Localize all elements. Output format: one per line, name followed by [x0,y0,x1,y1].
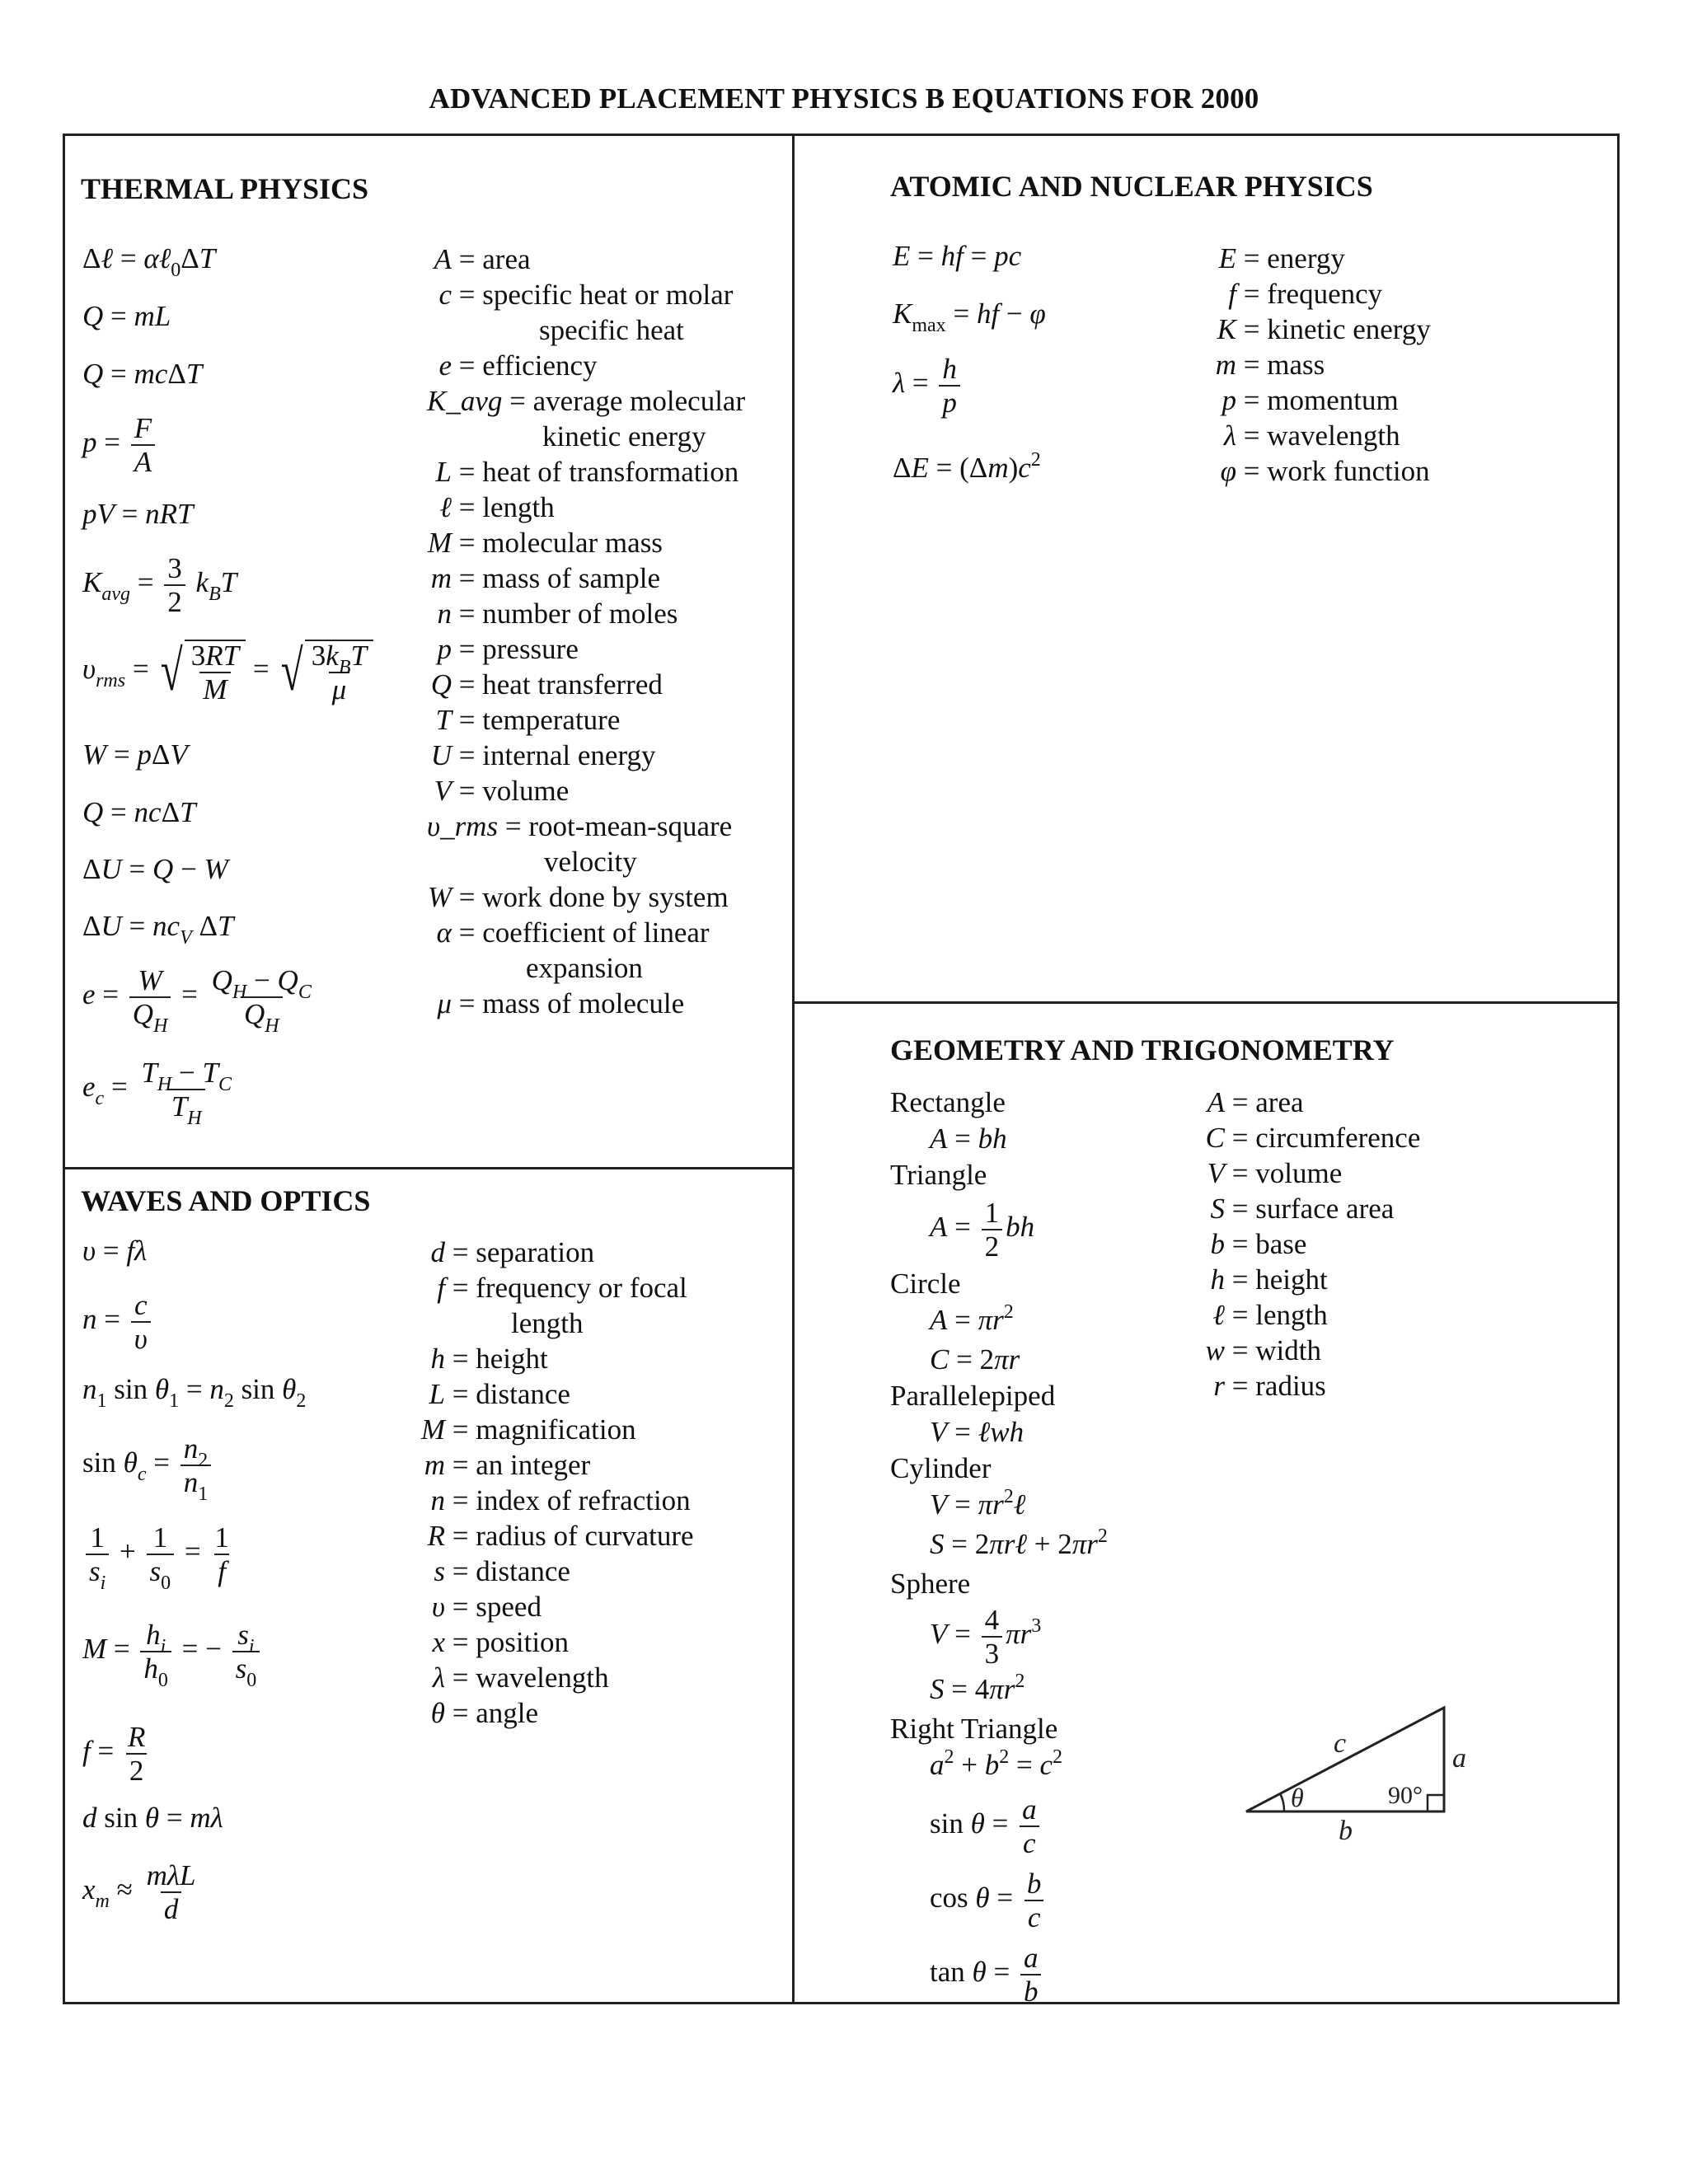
def-distance-l: L = distance [429,1378,570,1410]
formula-sine: sin θ = $\frac{a}{c}$ [890,1787,1108,1858]
def-speed: υ = speed [431,1591,542,1623]
def-radius-curvature: R = radius of curvature [427,1520,694,1552]
formula-triangle-area: A = $\frac{1}{2}$ bh [930,1197,1035,1263]
eq-focal-length: f = $\frac{R}{2}$ [82,1722,152,1785]
eq-ideal-gas: pV = nRT [82,498,194,530]
waves-definitions [420,1235,694,1731]
eq-critical-angle: $\sin \theta_c$ = $\frac{n_2}{n_1}$ [82,1434,214,1497]
def-separation: d = separation [430,1236,595,1268]
geometry-heading: GEOMETRY AND TRIGONOMETRY [890,1033,1395,1066]
def-heat-transferred: Q = heat transferred [430,668,663,701]
def-k-avg: K_avg = average molecular kinetic energy [427,385,746,452]
label-theta: θ [1291,1783,1304,1812]
geometry-formulas [890,1085,1108,2006]
label-opposite: a [1452,1743,1466,1774]
formula-circle-area: $A = \pi r^2$ [930,1301,1014,1336]
shape-triangle: Triangle [890,1159,987,1191]
atomic-heading: ATOMIC AND NUCLEAR PHYSICS [890,170,1373,203]
def-mass: m = mass [1215,349,1325,381]
def-length: ℓ = length [439,491,555,523]
def-efficiency: e = efficiency [438,349,598,382]
eq-efficiency: e = $\frac{W}{Q_H}$ = $\frac{Q_H - Q_C}{Q_H}$ [82,964,312,1037]
eq-carnot-efficiency: $e_c$ = $\frac{T_H - T_C}{T_H}$ [82,1057,232,1129]
def-distance-s: s = distance [434,1555,570,1587]
def-temperature: T = temperature [435,704,621,736]
eq-magnification: M = $\frac{h_i}{h_0}$ = − $\frac{s_i}{s_0}$ [82,1620,263,1683]
def-kinetic-energy: K = kinetic energy [1217,313,1431,345]
def-base: b = base [1210,1228,1307,1260]
def-wavelength: λ = wavelength [1223,419,1400,452]
shape-cylinder: Cylinder [890,1452,992,1484]
eq-mass-energy: $\Delta E = (\Delta m)c^2$ [893,449,1041,484]
def-height: h = height [430,1343,548,1375]
vertical-divider [792,134,795,2004]
formula-parallelepiped-volume: V = ℓwh [930,1416,1025,1448]
def-heat-transformation: L = heat of transformation [435,456,739,488]
eq-double-slit: d sin θ = mλ [82,1802,223,1834]
def-magnification: M = magnification [420,1413,636,1446]
def-index-refraction: n = index of refraction [430,1484,691,1516]
def-mass-of-sample: m = mass of sample [430,562,661,594]
def-integer: m = an integer [424,1449,591,1481]
eq-thin-lens: $\frac{1}{s_i}$ + $\frac{1}{s_0}$ = $\frac{1}{f}$ [82,1523,236,1586]
def-coefficient-expansion: α = coefficient of linear expansion [436,916,710,984]
def-frequency: f = frequency [1228,278,1383,310]
def-momentum: p = momentum [1221,384,1399,416]
def-rms-speed: υ_rms = root-mean-square velocity [427,810,733,878]
label-right-angle: 90° [1388,1782,1423,1809]
right-horizontal-divider [793,1001,1620,1004]
left-horizontal-divider [63,1167,794,1169]
def-energy: E = energy [1218,242,1345,274]
eq-work: W = pΔV [82,738,188,771]
def-surface-area: S = surface area [1210,1193,1395,1225]
eq-rms-speed: $\upsilon_{rms}$ = √ $\frac{3RT}{M}$ = √ $\frac{3k_BT}{\mu}$ [82,640,373,704]
def-work-done: W = work done by system [427,881,729,913]
eq-pressure: p = $\frac{F}{A}$ [82,414,158,476]
eq-snells-law: $n_1$ $\sin \theta_1 = n_2$ $\sin \theta_2$ [82,1373,307,1412]
def-geo-volume: V = volume [1207,1157,1343,1189]
angle-arc [1280,1793,1284,1811]
shape-sphere: Sphere [890,1568,971,1600]
def-radius: r = radius [1213,1370,1326,1402]
def-circumference: C = circumference [1205,1122,1421,1154]
formula-circumference: C = 2πr [930,1343,1020,1376]
formula-sphere-volume: V = $\frac{4}{3}$ $\pi r^3$ [930,1604,1042,1670]
eq-internal-energy: $\Delta U = nc_V$ ΔT [82,910,234,949]
shape-rectangle: Rectangle [890,1086,1006,1118]
eq-molar-heat: Q = ncΔT [82,796,196,828]
formula-cylinder-surface: S = 2πrℓ + $2\pi r^2$ [930,1526,1108,1560]
right-angle-marker [1428,1795,1444,1811]
geometry-definitions [1200,1085,1420,1404]
def-mass-of-molecule: μ = mass of molecule [437,987,685,1019]
label-adjacent: b [1339,1816,1353,1846]
def-position: x = position [432,1626,570,1658]
def-work-function: φ = work function [1220,455,1430,487]
def-molecular-mass: M = molecular mass [427,527,663,559]
eq-fringe-position: $x_m$ ≈ $\frac{\text{mλL}}{d}$ [82,1859,196,1925]
thermal-definitions [427,241,745,1021]
eq-de-broglie: λ = $\frac{h}{p}$ [893,354,964,417]
formula-rectangle-area: A = bh [930,1122,1007,1155]
eq-index-refraction: n = $\frac{c}{\upsilon}$ [82,1291,154,1353]
shape-right-triangle: Right Triangle [890,1713,1058,1745]
formula-cylinder-volume: $V = \pi r^2\ell$ [930,1486,1026,1521]
def-geo-height: h = height [1210,1263,1328,1296]
eq-wave-speed: υ = fλ [82,1235,148,1267]
def-number-of-moles: n = number of moles [437,598,678,630]
def-focal: f = frequency or focal length [437,1272,687,1339]
eq-first-law: ΔU = Q − W [82,853,228,885]
def-volume: V = volume [434,775,570,807]
def-internal-energy: U = internal energy [430,739,656,771]
def-specific-heat: c = specific heat or molar specific heat [438,279,734,346]
formula-cosine: cos θ = $\frac{b}{c}$ [890,1858,1108,1932]
eq-heat-capacity: Q = mcΔT [82,358,203,390]
page-title: ADVANCED PLACEMENT PHYSICS B EQUATIONS FOR 2000 [429,82,1259,115]
def-wavelength-waves: λ = wavelength [432,1661,609,1694]
def-area: A = area [434,243,531,275]
formula-tangent: tan θ = $\frac{a}{b}$ [890,1932,1108,2006]
eq-photoelectric: $K_{max}$ = hf − φ [893,298,1046,336]
def-angle: θ = angle [430,1697,539,1729]
eq-thermal-expansion: Δℓ = αℓ$_0$ΔT [82,242,216,281]
def-geo-length: ℓ = length [1212,1299,1328,1331]
atomic-definitions [1212,241,1431,489]
formula-sphere-surface: $S = 4\pi r^2$ [930,1671,1025,1705]
shape-parallelepiped: Parallelepiped [890,1380,1056,1412]
def-pressure: p = pressure [437,633,579,665]
shape-circle: Circle [890,1268,961,1300]
waves-heading: WAVES AND OPTICS [81,1184,371,1217]
eq-photon-energy: E = hf = pc [893,240,1022,272]
eq-kinetic-energy-avg: $K_{avg}$ = $\frac{3}{2}$ $k_BT$ [82,552,237,618]
def-geo-area: A = area [1207,1086,1304,1118]
right-triangle-diagram [1236,1690,1500,1854]
thermal-heading: THERMAL PHYSICS [81,172,369,205]
formula-pythagorean: $a^2 + b^2 = c^2$ [930,1746,1063,1781]
eq-latent-heat: Q = mL [82,300,171,332]
def-width: w = width [1205,1334,1321,1366]
label-hypotenuse: c [1334,1728,1347,1759]
